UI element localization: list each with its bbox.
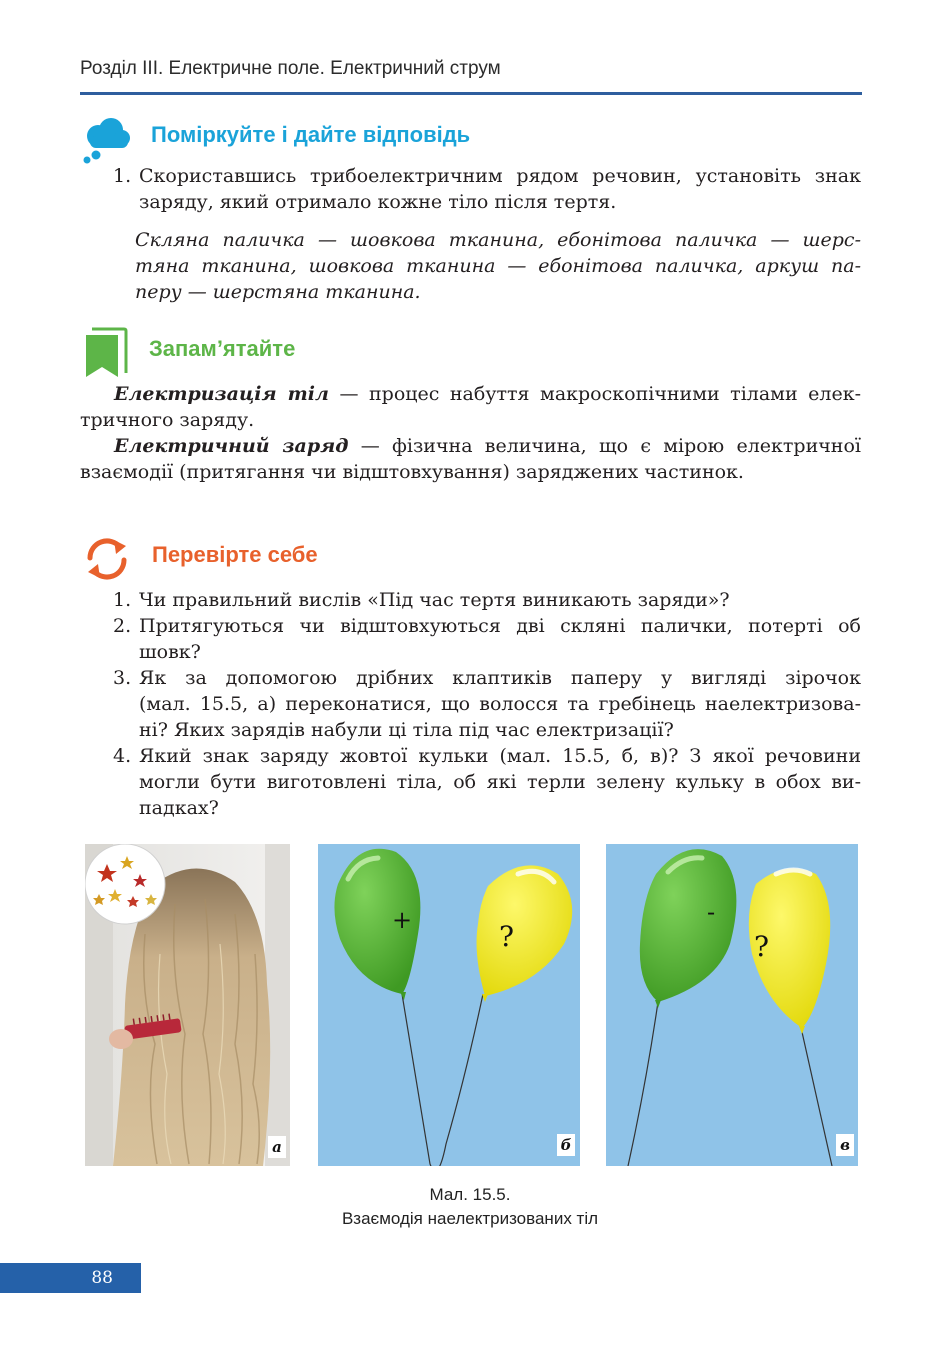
question-text	[139, 743, 861, 821]
panel-letter-b: б	[557, 1134, 575, 1156]
question-text	[139, 163, 861, 215]
text-line	[80, 381, 861, 407]
definition: — процес набуття макроскопічними тілами елек-	[328, 383, 861, 405]
definition-charge	[80, 433, 861, 485]
text-line	[80, 433, 861, 459]
refresh-arrows-icon	[82, 534, 132, 584]
question-number: 3.	[113, 667, 132, 689]
definition-electrization	[80, 381, 861, 433]
text-line: могли бути виготовлені тіла, об які терли зелену кульку в обох ви-	[139, 771, 861, 793]
text-line: Який знак заряду жовтої кульки (мал. 15.5, б, в)? З якої речовини	[139, 745, 861, 767]
yellow-balloon-sign: ?	[754, 930, 770, 963]
text-line: Скляна паличка — шовкова тканина, ебонітова паличка — шерс-	[135, 229, 861, 251]
question-number: 1.	[113, 589, 132, 611]
text-line: перу — шерстяна тканина.	[135, 281, 421, 303]
question-number: 4.	[113, 745, 132, 767]
question-text	[139, 613, 861, 665]
photo-balloons-plus	[318, 844, 580, 1166]
running-header: Розділ ІІІ. Електричне поле. Електричний струм	[80, 58, 501, 79]
text-line: тричного заряду.	[80, 409, 255, 431]
figure-caption-text: Взаємодія наелектризованих тіл	[341, 1209, 599, 1228]
text-line: взаємодії (притягання чи відштовхування) заряджених частинок.	[80, 461, 744, 483]
green-balloon-sign: -	[707, 898, 716, 926]
figure-caption-title: Мал. 15.5.	[429, 1185, 511, 1204]
question-text	[139, 665, 861, 743]
text-line: шовк?	[139, 641, 201, 663]
text-line: Як за допомогою дрібних клаптиків паперу у вигляді зірочок	[139, 667, 861, 689]
text-line: ні? Яких зарядів набули ці тіла під час електризації?	[139, 719, 674, 741]
panel-letter-v: в	[836, 1134, 854, 1156]
green-balloon-sign: +	[392, 906, 413, 934]
question-number: 1.	[113, 165, 132, 187]
question-number: 2.	[113, 615, 132, 637]
question-text	[139, 587, 861, 613]
term: Електризація тіл	[114, 383, 329, 405]
definition: — фізична величина, що є мірою електричної	[348, 435, 861, 457]
bookmark-icon	[84, 327, 128, 379]
yellow-balloon-sign: ?	[499, 920, 515, 953]
text-line: падках?	[139, 797, 219, 819]
text-line: Притягуються чи відштовхуються дві скляні палички, потерті об	[139, 615, 861, 637]
cloud-thought-icon	[80, 116, 132, 164]
panel-letter-a: а	[268, 1136, 286, 1158]
think-section-title: Поміркуйте і дайте відповідь	[151, 122, 471, 147]
text-line: (мал. 15.5, а) переконатися, що волосся та гребінець наелектризова-	[139, 693, 861, 715]
text-line: тяна тканина, шовкова тканина — ебонітова паличка, аркуш па-	[135, 255, 861, 277]
header-rule	[80, 92, 862, 95]
text-line: Чи правильний вислів «Під час тертя виникають заряди»?	[139, 589, 730, 611]
check-section-title: Перевірте себе	[152, 542, 318, 567]
text-line: заряду, який отримало кожне тіло після тертя.	[139, 191, 617, 213]
photo-balloons-minus	[606, 844, 858, 1166]
page-number: 88	[0, 1263, 141, 1293]
text-line: Скориставшись трибоелектричним рядом речовин, установіть знак	[139, 165, 861, 187]
remember-section-title: Запам’ятайте	[149, 336, 296, 361]
photo-hair-comb	[85, 844, 290, 1166]
example-text	[135, 227, 861, 305]
term: Електричний заряд	[114, 435, 349, 457]
